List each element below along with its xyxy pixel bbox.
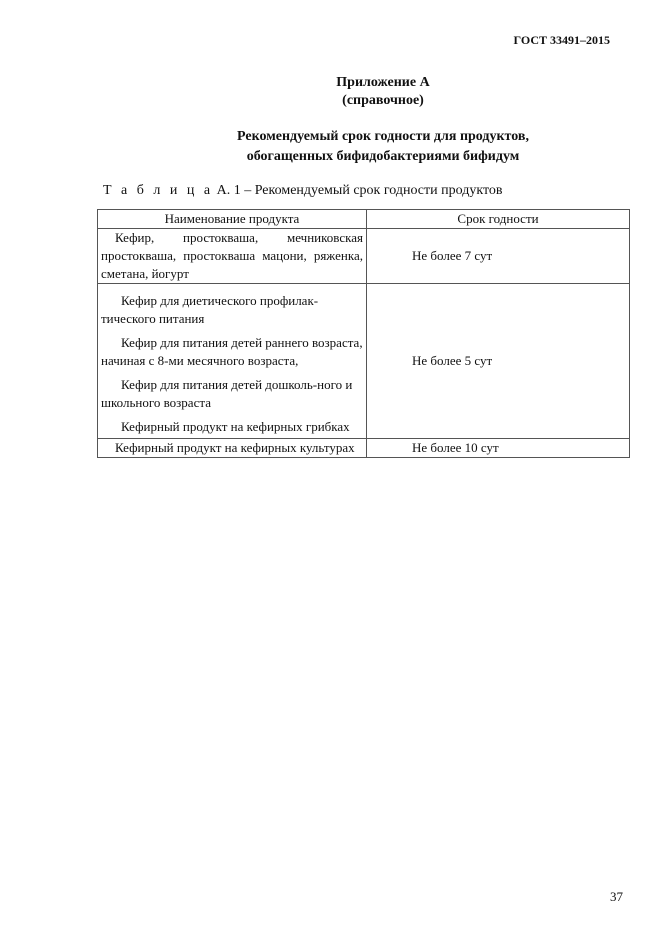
product-cell: Кефирный продукт на кефирных культурах (98, 439, 367, 458)
caption-number: А. 1 (216, 183, 241, 198)
table-row (98, 229, 630, 284)
product-cell (98, 284, 367, 439)
column-header-product: Наименование продукта (98, 210, 367, 229)
table-row (98, 439, 630, 458)
document-code: ГОСТ 33491–2015 (513, 33, 610, 47)
caption-prefix: Т а б л и ц а (103, 183, 214, 198)
section-heading (0, 127, 661, 167)
heading-line-2: обогащенных бифидобактериями бифидум (246, 149, 520, 164)
shelf-life-cell: Не более 5 сут (367, 284, 630, 439)
product-item: Кефир для питания детей дошколь-ного и школьного возраста (101, 377, 353, 410)
table-row (98, 284, 630, 439)
table-header-row (98, 210, 630, 229)
heading-line-1: Рекомендуемый срок годности для продуктов, (237, 129, 529, 144)
page-number: 37 (610, 889, 623, 904)
product-cell: Кефир, простокваша, мечниковская простокваша, простокваша мацони, ряженка, сметана, йогурт (98, 229, 367, 284)
shelf-life-cell: Не более 10 сут (367, 439, 630, 458)
caption-text: – Рекомендуемый срок годности продуктов (244, 183, 503, 198)
shelf-life-table (97, 209, 630, 458)
appendix-block (0, 74, 661, 110)
product-item: Кефирный продукт на кефирных грибках (121, 419, 350, 434)
table-caption (103, 183, 503, 199)
appendix-title: Приложение А (336, 75, 430, 90)
appendix-subtitle: (справочное) (342, 93, 424, 108)
column-header-shelf-life: Срок годности (367, 210, 630, 229)
product-item: Кефир для диетического профилак-тического питания (101, 293, 319, 326)
shelf-life-cell: Не более 7 сут (367, 229, 630, 284)
product-item: Кефир для питания детей раннего возраста, начиная с 8-ми месячного возраста, (101, 335, 363, 368)
